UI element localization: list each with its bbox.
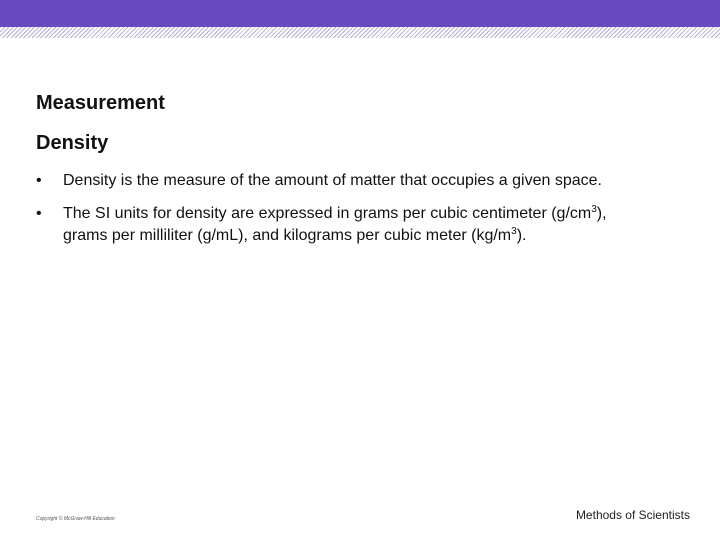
chapter-name: Methods of Scientists: [575, 508, 690, 522]
slide-subtitle: Density: [36, 132, 109, 154]
copyright-notice: Copyright © McGraw-Hill Education: [36, 516, 115, 522]
bullet-text-si-units: [63, 205, 607, 244]
bullet-list: [36, 170, 636, 258]
header-hatch-pattern: [0, 27, 720, 38]
bullet-item-si-units: [36, 203, 636, 247]
superscript-cubed: 3: [591, 204, 597, 215]
si-units-text-part1: The SI units for density are expressed in grams per cubic centimeter (g/cm: [63, 205, 592, 222]
bullet-marker: •: [36, 205, 42, 222]
si-units-text-part2: ), grams per milliliter (g/mL), and kilograms per cubic meter (kg/m: [63, 205, 607, 244]
header-bar: [0, 0, 720, 27]
slide-title: Measurement: [36, 92, 165, 114]
bullet-item-definition: [36, 170, 636, 192]
bullet-text-definition: Density is the measure of the amount of matter that occupies a given space.: [63, 172, 602, 189]
superscript-cubed: 3: [511, 226, 517, 237]
si-units-text-part3: ).: [516, 227, 527, 244]
bullet-marker: •: [36, 172, 42, 189]
